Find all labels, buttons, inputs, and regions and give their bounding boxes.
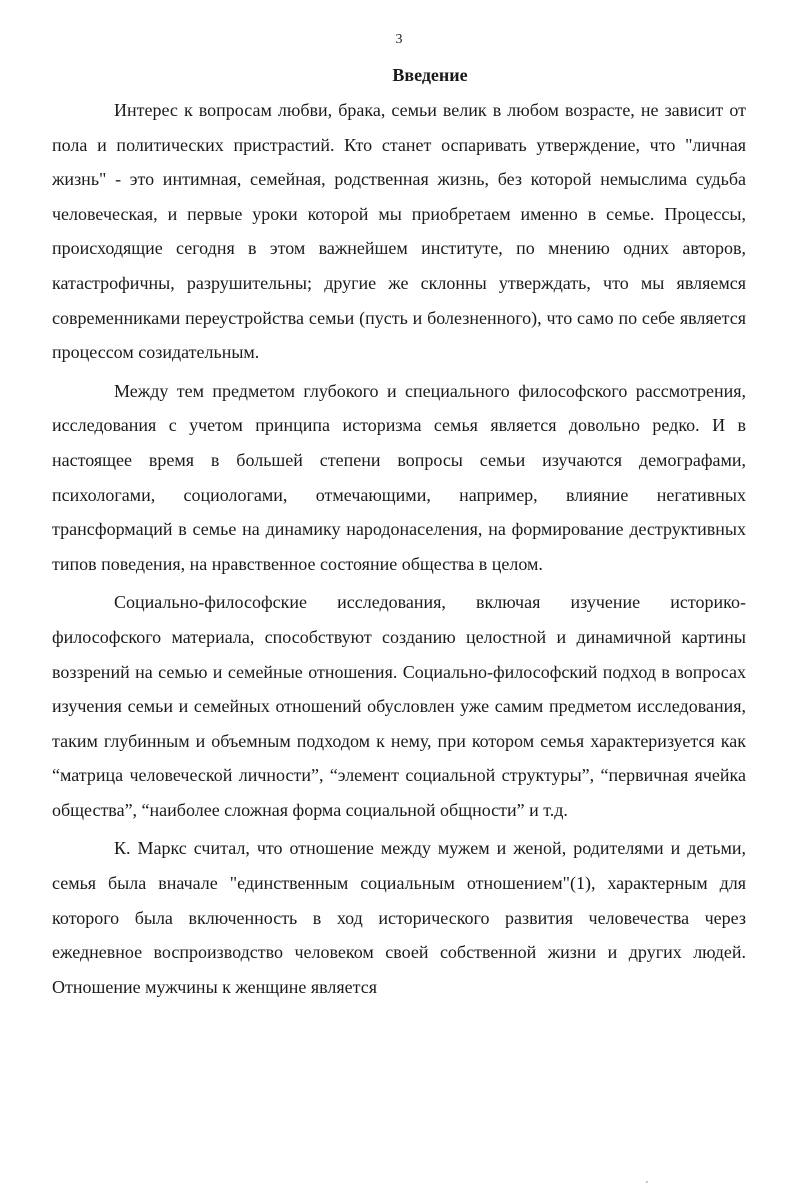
page-number: 3 (395, 32, 403, 47)
section-heading: Введение (392, 65, 468, 85)
paragraph-3: Социально-философские исследования, включая изучение историко-философского материала, способствуют созданию целостной и динамичной картины воззрений на семью и семейные отношения. Социально-философский подход в вопросах изучения семьи и семейных отношений обусловлен уже самим предметом исследования, таким глубинным и объемным подходом к нему, при котором семья характеризуется как “матрица человеческой личности”, “элемент социальной структуры”, “первичная ячейка общества”, “наиболее сложная форма социальной общности” и т.д. (52, 592, 746, 820)
paragraph-2: Между тем предметом глубокого и специального философского рассмотрения, исследования с учетом принципа историзма семья является довольно редко. И в настоящее время в большей степени вопросы семьи изучаются демографами, психологами, социологами, отмечающими, например, влияние негативных трансформаций в семье на динамику народонаселения, на формирование деструктивных типов поведения, на нравственное состояние общества в целом. (52, 380, 746, 574)
scan-mark: ˊ (645, 1180, 649, 1192)
body-text (52, 93, 746, 1004)
paragraph-4: К. Маркс считал, что отношение между мужем и женой, родителями и детьми, семья была вначале "единственным социальным отношением"(1), характерным для которого была включенность в ход исторического развития человечества через ежедневное воспроизводство человеком своей собственной жизни и других людей. Отношение мужчины к женщине является (52, 838, 746, 997)
paragraph-1: Интерес к вопросам любви, брака, семьи велик в любом возрасте, не зависит от пола и политических пристрастий. Кто станет оспаривать утверждение, что "личная жизнь" - это интимная, семейная, родственная жизнь, без которой немыслима судьба человеческая, и первые уроки которой мы приобретаем именно в семье. Процессы, происходящие сегодня в этом важнейшем институте, по мнению одних авторов, катастрофичны, разрушительны; другие же склонны утверждать, что мы являемся современниками переустройства семьи (пусть и болезненного), что само по себе является процессом созидательным. (52, 100, 746, 363)
